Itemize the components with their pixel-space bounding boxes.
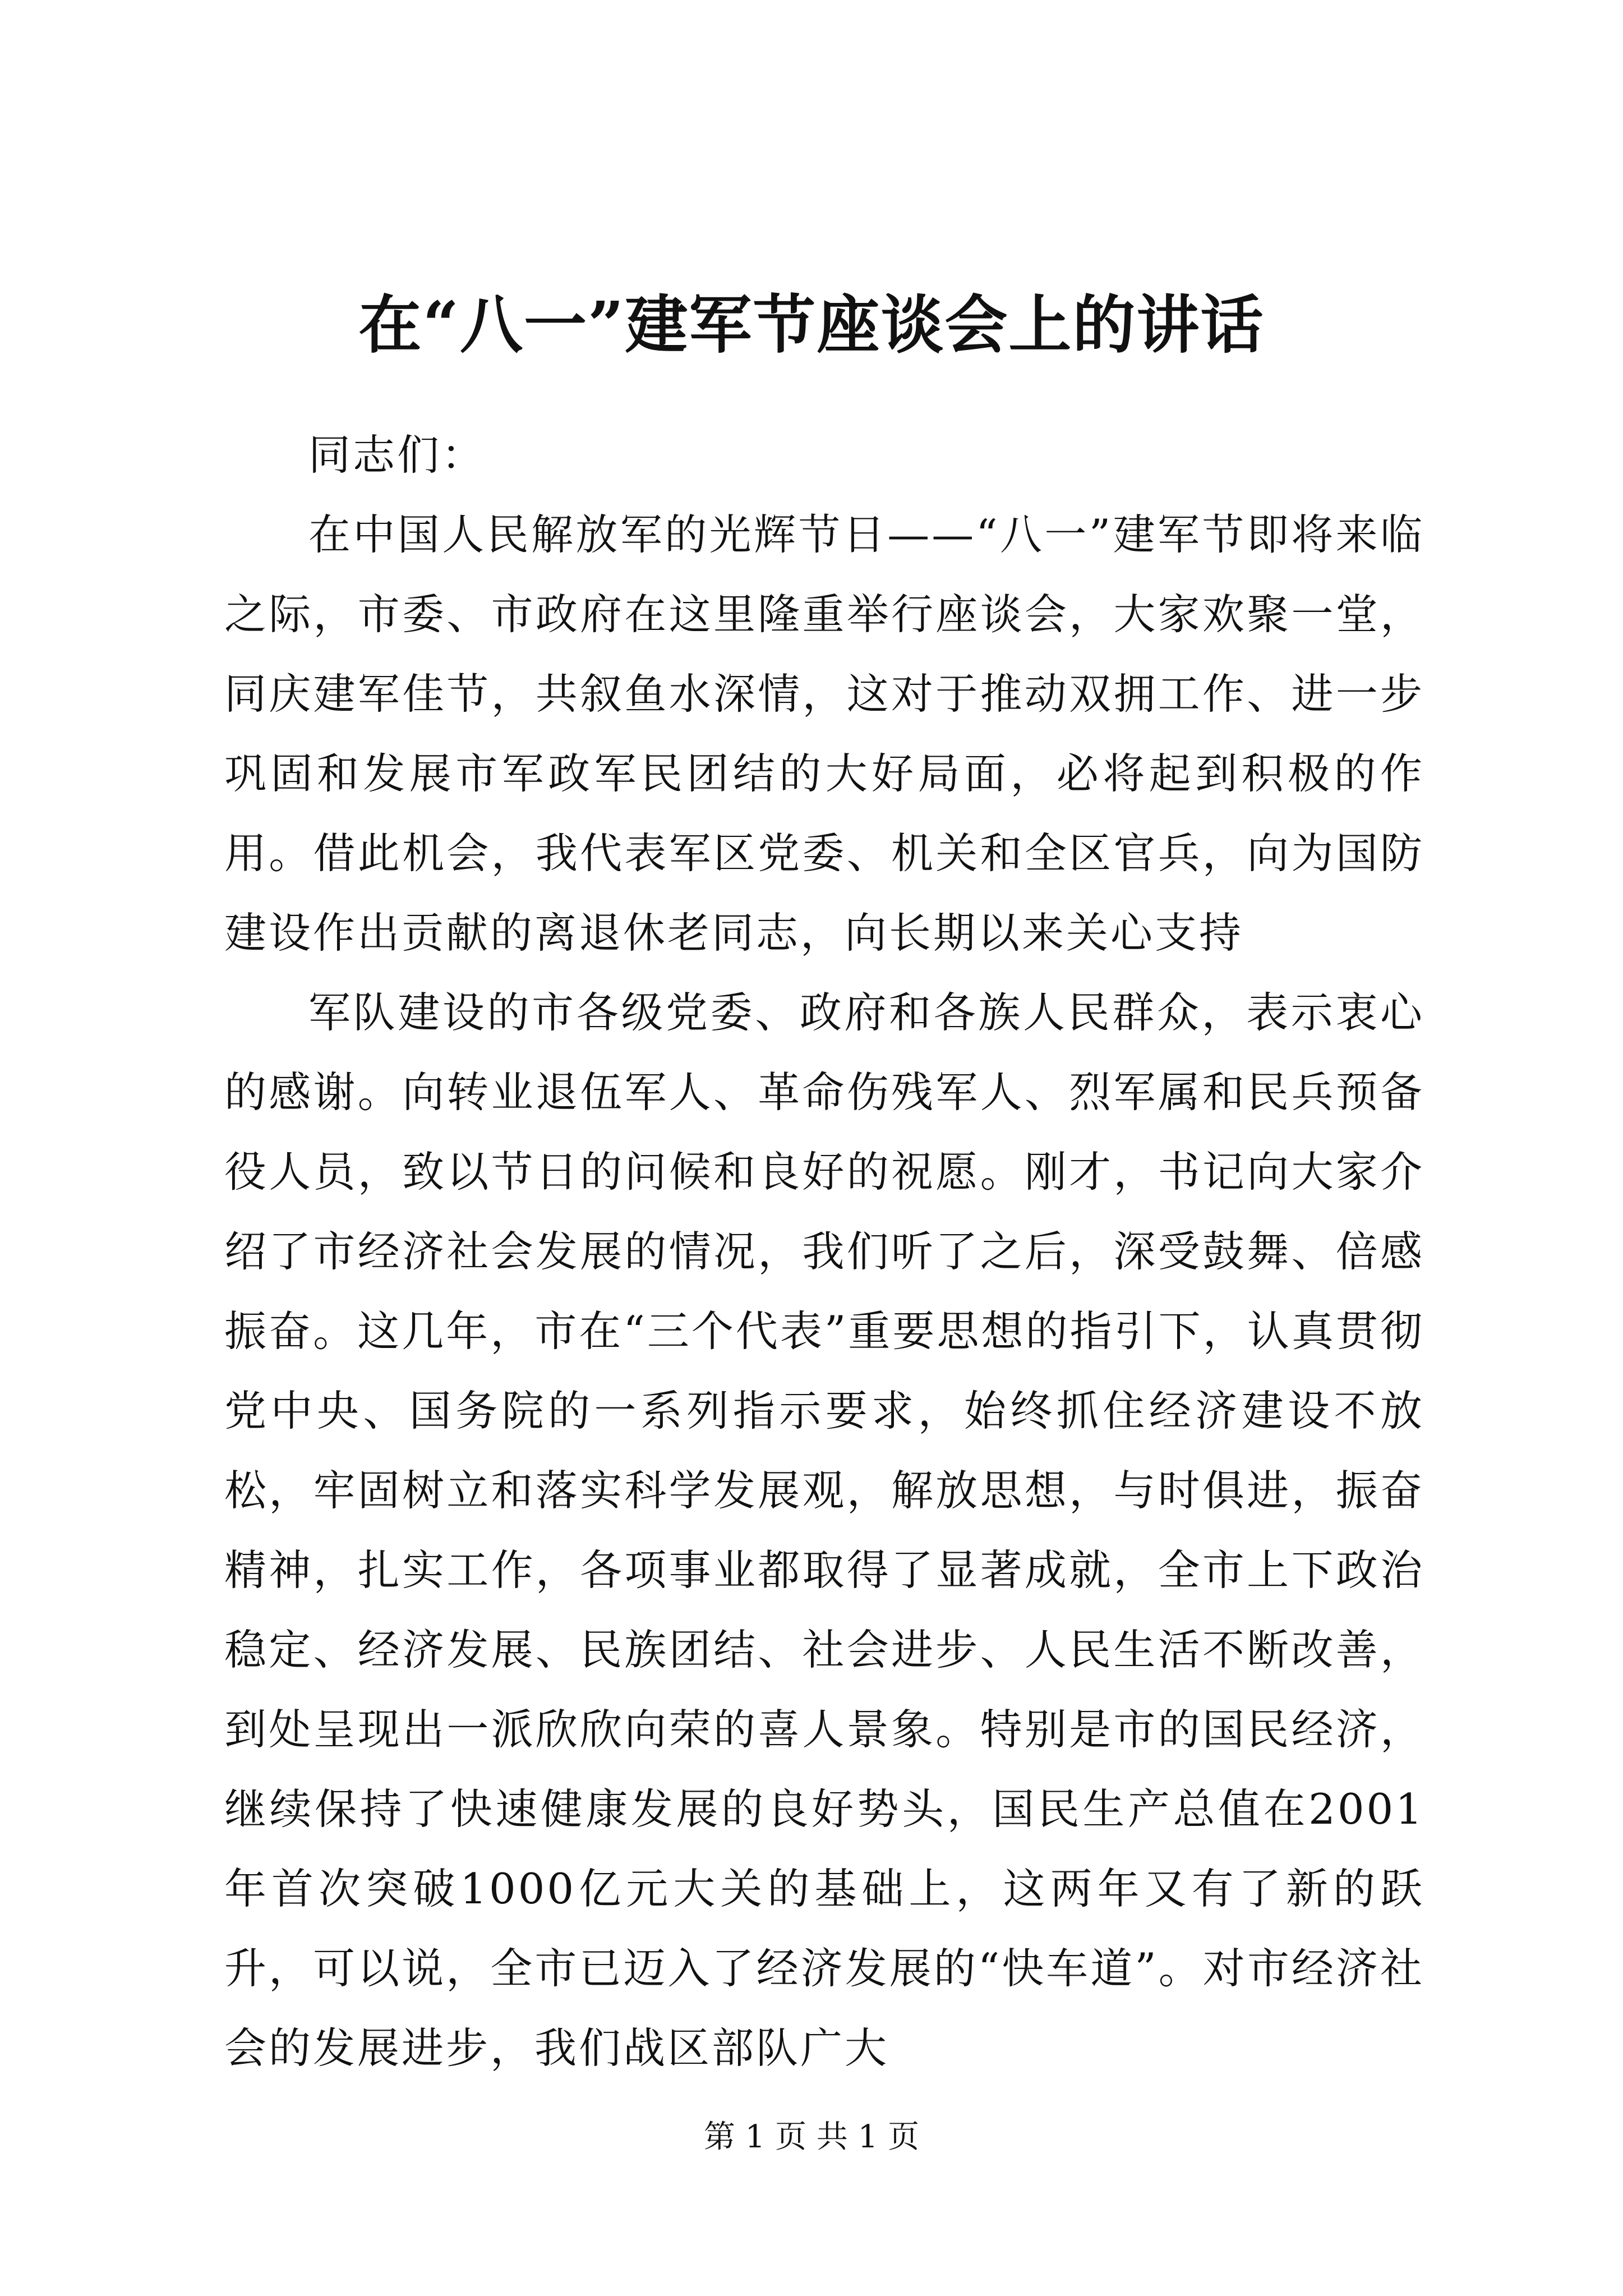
paragraph-2: 军队建设的市各级党委、政府和各族人民群众，表示衷心的感谢。向转业退伍军人、革命伤残军人、烈军属和民兵预备役人员，致以节日的问候和良好的祝愿。刚才，书记向大家介绍了市经济社会发展的情况，我们听了之后，深受鼓舞、倍感振奋。这几年，市在“三个代表”重要思想的指引下，认真贯彻党中央、国务院的一系列指示要求，始终抓住经济建设不放松，牢固树立和落实科学发展观，解放思想，与时俱进，振奋精神，扎实工作，各项事业都取得了显著成就，全市上下政治稳定、经济发展、民族团结、社会进步、人民生活不断改善，到处呈现出一派欣欣向荣的喜人景象。特别是市的国民经济，继续保持了快速健康发展的良好势头，国民生产总值在2001年首次突破1000亿元大关的基础上，这两年又有了新的跃升，可以说，全市已迈入了经济发展的“快车道”。对市经济社会的发展进步，我们战区部队广大: [224, 988, 1424, 2073]
page-footer: 第 1 页 共 1 页: [703, 2119, 920, 2155]
document-body: [224, 415, 1424, 2088]
salutation: 同志们：: [308, 430, 486, 480]
document-title: 在“八一”建军节座谈会上的讲话: [358, 288, 1265, 362]
paragraph-1: 在中国人民解放军的光辉节日——“八一”建军节即将来临之际，市委、市政府在这里隆重举行座谈会，大家欢聚一堂，同庆建军佳节，共叙鱼水深情，这对于推动双拥工作、进一步巩固和发展市军政军民团结的大好局面，必将起到积极的作用。借此机会，我代表军区党委、机关和全区官兵，向为国防建设作出贡献的离退休老同志，向长期以来关心支持: [224, 510, 1424, 958]
